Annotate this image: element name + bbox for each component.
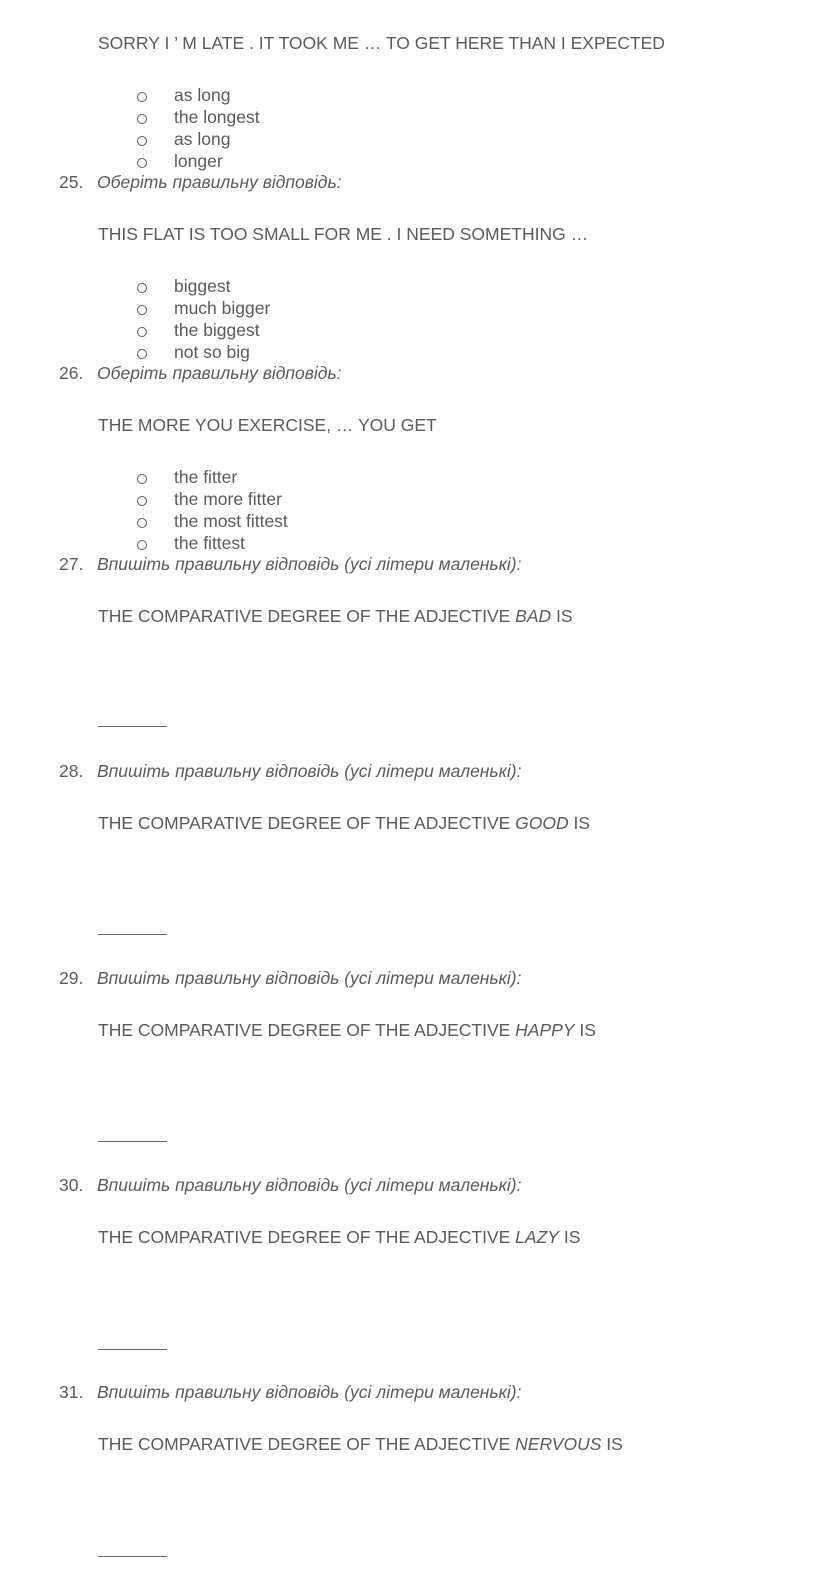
q31-suffix: IS bbox=[606, 1434, 623, 1454]
option-label: the most fittest bbox=[174, 511, 288, 531]
option-label: the fittest bbox=[174, 533, 246, 553]
q31-statement bbox=[98, 1433, 623, 1455]
option-label: much bigger bbox=[174, 298, 271, 318]
option-label: as long bbox=[174, 85, 231, 105]
radio-circle-icon[interactable] bbox=[137, 305, 147, 315]
q24-option-2[interactable] bbox=[137, 106, 260, 128]
q28-suffix: IS bbox=[573, 813, 591, 833]
q26-statement: THE MORE YOU EXERCISE, … YOU GET bbox=[98, 415, 437, 435]
q27-header bbox=[59, 553, 521, 575]
option-label: longer bbox=[174, 151, 223, 171]
radio-circle-icon[interactable] bbox=[137, 518, 147, 528]
q26-number: 26. bbox=[59, 363, 84, 383]
q25-options bbox=[137, 275, 270, 363]
q25-option-1[interactable] bbox=[137, 275, 270, 297]
q25-header bbox=[59, 171, 342, 193]
q28-adjective: GOOD bbox=[515, 813, 569, 833]
radio-circle-icon[interactable] bbox=[137, 540, 147, 550]
q26-header bbox=[59, 362, 342, 384]
option-label: the more fitter bbox=[174, 489, 282, 509]
radio-circle-icon[interactable] bbox=[137, 474, 147, 484]
q28-prefix: THE COMPARATIVE DEGREE OF THE ADJECTIVE bbox=[98, 813, 511, 833]
option-label: the biggest bbox=[174, 320, 260, 340]
q27-number: 27. bbox=[59, 554, 84, 574]
option-label: biggest bbox=[174, 276, 231, 296]
q28-number: 28. bbox=[59, 761, 84, 781]
q26-instruction: Оберіть правильну відповідь: bbox=[97, 363, 342, 383]
q24-option-4[interactable] bbox=[137, 150, 260, 172]
q29-prefix: THE COMPARATIVE DEGREE OF THE ADJECTIVE bbox=[98, 1020, 511, 1040]
option-label: as long bbox=[174, 129, 231, 149]
q29-number: 29. bbox=[59, 968, 84, 988]
q31-number: 31. bbox=[59, 1382, 84, 1402]
q27-adjective: BAD bbox=[515, 606, 552, 626]
q28-statement bbox=[98, 812, 590, 834]
q27-instruction: Впишіть правильну відповідь (усі літери маленькі): bbox=[97, 554, 522, 574]
q27-prefix: THE COMPARATIVE DEGREE OF THE ADJECTIVE bbox=[98, 606, 511, 626]
q29-header bbox=[59, 967, 521, 989]
radio-circle-icon[interactable] bbox=[137, 158, 147, 168]
q28-answer-blank[interactable] bbox=[98, 934, 167, 935]
q24-option-1[interactable] bbox=[137, 84, 260, 106]
radio-circle-icon[interactable] bbox=[137, 114, 147, 124]
q27-answer-blank[interactable] bbox=[98, 726, 167, 727]
q30-header bbox=[59, 1174, 521, 1196]
q26-option-3[interactable] bbox=[137, 510, 288, 532]
radio-circle-icon[interactable] bbox=[137, 92, 147, 102]
q30-suffix: IS bbox=[563, 1227, 581, 1247]
q29-statement bbox=[98, 1019, 596, 1041]
q30-prefix: THE COMPARATIVE DEGREE OF THE ADJECTIVE bbox=[98, 1227, 511, 1247]
q27-statement bbox=[98, 605, 573, 627]
q29-adjective: HAPPY bbox=[515, 1020, 575, 1040]
q27-suffix: IS bbox=[556, 606, 573, 626]
q24-statement: SORRY I ’ M LATE . IT TOOK ME … TO GET HERE THAN I EXPECTED bbox=[98, 33, 665, 53]
q30-number: 30. bbox=[59, 1175, 84, 1195]
q25-number: 25. bbox=[59, 172, 84, 192]
q26-option-1[interactable] bbox=[137, 466, 288, 488]
q29-suffix: IS bbox=[579, 1020, 596, 1040]
q30-instruction: Впишіть правильну відповідь (усі літери маленькі): bbox=[97, 1175, 522, 1195]
radio-circle-icon[interactable] bbox=[137, 349, 147, 359]
radio-circle-icon[interactable] bbox=[137, 496, 147, 506]
radio-circle-icon[interactable] bbox=[137, 327, 147, 337]
q29-instruction: Впишіть правильну відповідь (усі літери маленькі): bbox=[97, 968, 522, 988]
option-label: the longest bbox=[174, 107, 260, 127]
q29-answer-blank[interactable] bbox=[98, 1141, 167, 1142]
q25-instruction: Оберіть правильну відповідь: bbox=[97, 172, 342, 192]
q31-answer-blank[interactable] bbox=[98, 1556, 167, 1557]
q31-prefix: THE COMPARATIVE DEGREE OF THE ADJECTIVE bbox=[98, 1434, 511, 1454]
q31-adjective: NERVOUS bbox=[515, 1434, 602, 1454]
q26-option-4[interactable] bbox=[137, 532, 288, 554]
q30-adjective: LAZY bbox=[515, 1227, 559, 1247]
q28-instruction: Впишіть правильну відповідь (усі літери маленькі): bbox=[97, 761, 522, 781]
q31-header bbox=[59, 1381, 521, 1403]
q25-option-2[interactable] bbox=[137, 297, 270, 319]
q31-instruction: Впишіть правильну відповідь (усі літери маленькі): bbox=[97, 1382, 522, 1402]
q24-option-3[interactable] bbox=[137, 128, 260, 150]
q26-option-2[interactable] bbox=[137, 488, 288, 510]
q25-option-3[interactable] bbox=[137, 319, 270, 341]
q25-statement: THIS FLAT IS TOO SMALL FOR ME . I NEED SOMETHING … bbox=[98, 224, 589, 244]
q30-answer-blank[interactable] bbox=[98, 1349, 167, 1350]
q25-option-4[interactable] bbox=[137, 341, 270, 363]
q26-options bbox=[137, 466, 288, 554]
radio-circle-icon[interactable] bbox=[137, 136, 147, 146]
option-label: the fitter bbox=[174, 467, 238, 487]
q28-header bbox=[59, 760, 521, 782]
q24-options bbox=[137, 84, 260, 172]
radio-circle-icon[interactable] bbox=[137, 283, 147, 293]
q30-statement bbox=[98, 1226, 580, 1248]
option-label: not so big bbox=[174, 342, 250, 362]
